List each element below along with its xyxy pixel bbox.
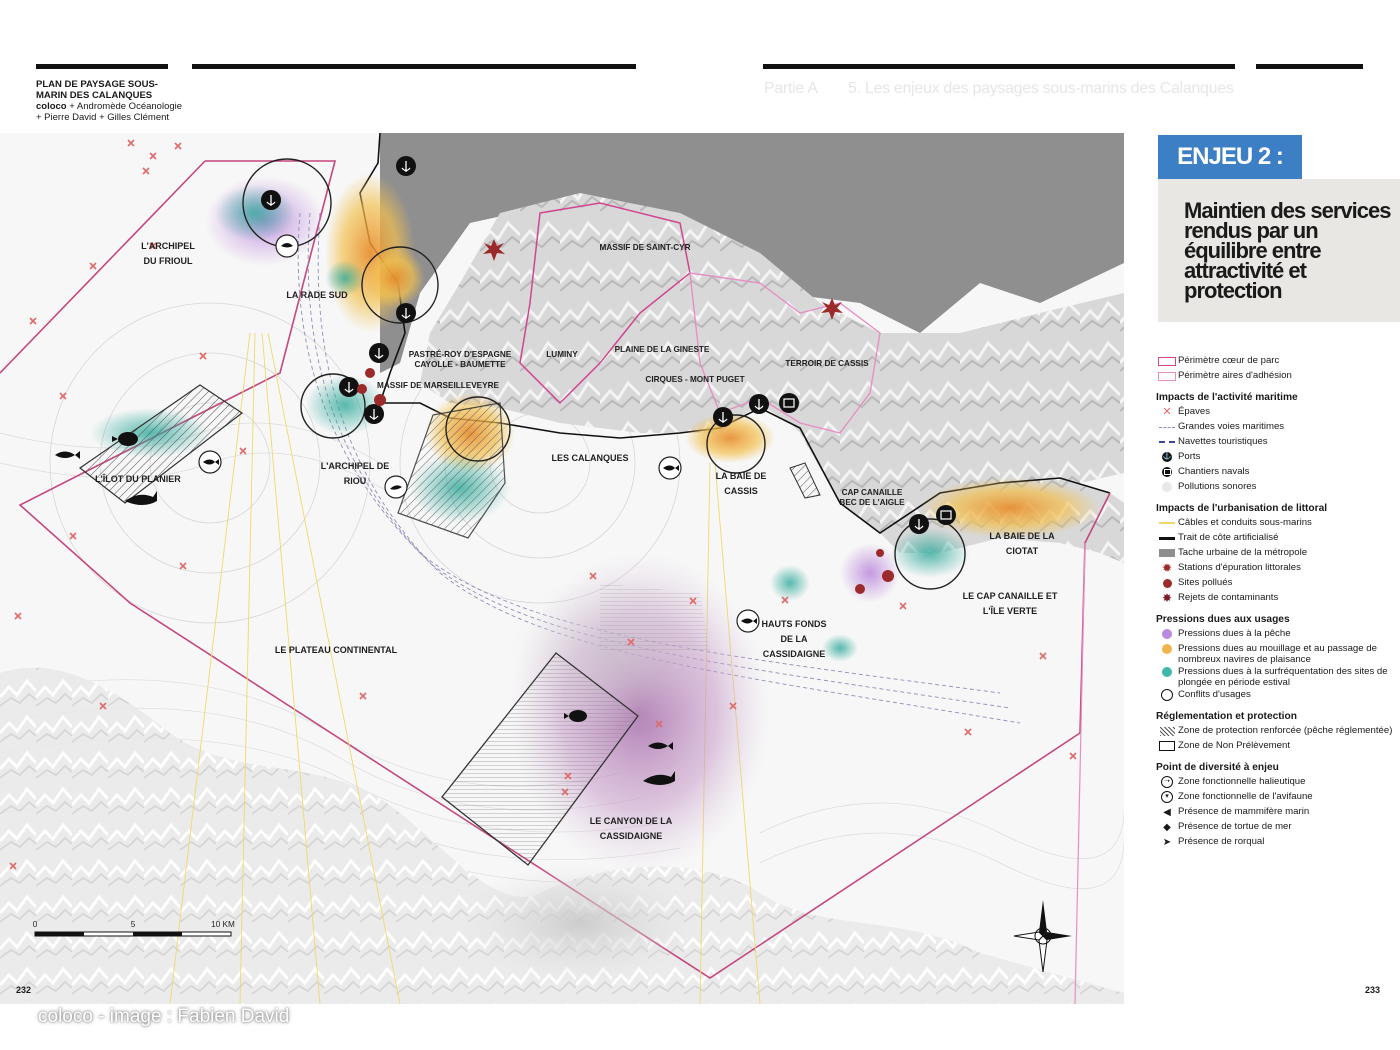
legend-item [1156,776,1396,790]
label-gineste: PLAINE DE LA GINESTE [614,345,710,354]
label-riou: L'ARCHIPEL DE RIOU [320,461,390,486]
legend-item [1156,577,1396,591]
label-frioul: L'ARCHIPEL DU FRIOUL [141,241,195,266]
no-take-zone-icon [1156,740,1178,752]
label-cap-canaille-bec: CAP CANAILLE BEC DE L'AIGLE [839,488,905,507]
section-label: Partie A [764,80,818,97]
legend-label: Épaves [1178,406,1210,417]
legend-label: Câbles et conduits sous-marins [1178,517,1312,528]
legend-label: Chantiers navals [1178,466,1250,477]
treatment-station-icon: ✹ [1161,560,1173,575]
header-rule-right-short [1256,64,1363,69]
enjeu-title: Maintien des services rendus par un équilibre entre attractivité et protection [1184,198,1391,303]
legend-label: Pressions dues à la surfréquentation des sites de plongée en période estival [1178,666,1388,688]
noise-icon [1156,481,1178,493]
legend-heading-diversity: Point de diversité à enjeu [1156,762,1279,773]
page-number-left: 232 [16,985,32,995]
cable-icon [1156,517,1178,529]
document-authors [36,101,186,123]
legend-label: Ports [1178,451,1201,462]
legend-label: Périmètre cœur de parc [1178,355,1280,366]
document-title: PLAN DE PAYSAGE SOUS-MARIN DES CALANQUES [36,79,158,101]
page-number-right: 233 [1365,985,1381,995]
shipping-lane-icon [1156,421,1178,433]
perimeter-core-swatch [1158,357,1176,366]
legend-item [1156,821,1396,835]
label-pastre: PASTRÉ-ROY D'ESPAGNE CAYOLLE - BAUMETTE [408,350,512,369]
label-mont-puget: CIRQUES - MONT PUGET [645,375,745,384]
seabed-haze [460,863,700,983]
label-luminy: LUMINY [546,350,578,359]
header-rule-right-long [763,64,1235,69]
legend-item [1156,406,1396,420]
legend-label: Présence de mammifère marin [1178,806,1310,817]
artificial-coast-icon [1156,532,1178,544]
authors-rest: + Andromède Océanologie + Pierre David + Gilles Clément [36,101,183,123]
diving-pressure-ciotat [890,528,970,578]
legend-label: Stations d'épuration littorales [1178,562,1301,573]
mooring-pressure-swatch [1156,643,1178,655]
label-baie-cassis: LA BAIE DE CASSIS [715,471,767,496]
whale-icon: ➤ [1162,836,1172,848]
enjeu-tag: ENJEU 2 : [1158,135,1302,179]
label-saint-cyr: MASSIF DE SAINT-CYR [599,243,691,252]
legend-label: Zone de protection renforcée (pêche réglementée) [1178,725,1393,736]
legend-item [1156,666,1396,688]
legend-perimeter-adhesion [1156,370,1396,384]
label-calanques: LES CALANQUES [551,453,629,463]
turtle-icon: ◆ [1163,821,1171,833]
conflict-circle-icon [1156,689,1178,701]
fishing-pressure-swatch [1156,628,1178,640]
legend-item [1156,592,1396,606]
label-canyon: LE CANYON DE LA CASSIDAIGNE [589,816,673,841]
label-baie-ciotat: LA BAIE DE LA CIOTAT [989,531,1055,556]
scale-bar [35,932,231,936]
legend-item [1156,547,1396,561]
legend-item [1156,689,1396,703]
scale-tick-0: 0 [32,920,38,929]
legend-label: Navettes touristiques [1178,436,1268,447]
header-rule-left-short [36,64,168,69]
label-marseilleveyre: MASSIF DE MARSEILLEVEYRE [377,381,499,390]
label-hauts-fonds: HAUTS FONDS DE LA CASSIDAIGNE [761,619,827,659]
image-credit: coloco - image : Fabien David [38,1006,290,1027]
authors-lead: coloco [36,101,67,112]
perimeter-adhesion-swatch [1158,372,1176,381]
legend-item [1156,725,1396,739]
legend-label: Sites pollués [1178,577,1233,588]
legend-label: Pressions dues à la pêche [1178,628,1291,639]
legend-item [1156,466,1396,480]
legend-item [1156,451,1396,465]
scale-tick-5: 5 [130,920,136,929]
legend-label: Trait de côte artificialisé [1178,532,1279,543]
legend-item [1156,481,1396,495]
label-plateau: LE PLATEAU CONTINENTAL [274,645,398,655]
legend-item [1156,562,1396,576]
legend-label: Présence de tortue de mer [1178,821,1292,832]
legend-item [1156,436,1396,450]
legend-heading-urban: Impacts de l'urbanisation de littoral [1156,503,1328,514]
legend-item [1156,836,1396,850]
legend-item [1156,740,1396,754]
legend-label: Zone fonctionnelle de l'avifaune [1178,791,1313,802]
legend-item [1156,532,1396,546]
diving-pressure-hauts-fonds [770,565,810,601]
legend-item [1156,517,1396,531]
legend-heading-pressures: Pressions dues aux usages [1156,614,1290,625]
polluted-site-icon [1156,577,1178,589]
legend-item [1156,421,1396,435]
chapter-label: 5. Les enjeux des paysages sous-marins des Calanques [848,80,1234,97]
legend-item [1156,643,1396,665]
legend-item [1156,628,1396,642]
legend-heading-regulation: Réglementation et protection [1156,711,1297,722]
legend-item [1156,806,1396,820]
map-area [0,133,1124,1004]
legend-label: Conflits d'usages [1178,689,1251,700]
urban-area-icon [1156,547,1178,559]
legend-label: Périmètre aires d'adhésion [1178,370,1292,381]
header-rule-left-long [192,64,636,69]
legend-label: Rejets de contaminants [1178,592,1279,603]
legend-label: Présence de rorqual [1178,836,1265,847]
enjeu-box [1158,179,1400,322]
legend-panel [1124,133,1400,1050]
bird-circle-icon: ▾ [1156,791,1178,803]
map-legend [1156,355,1396,851]
label-terroir-cassis: TERROIR DE CASSIS [785,359,869,368]
north-arrow-icon [1012,898,1074,974]
wreck-icon: ✕ [1162,405,1172,418]
fish-circle-icon: ➝ [1156,776,1178,788]
diving-pressure-swatch [1156,666,1178,678]
legend-item [1156,791,1396,805]
legend-label: Pressions dues au mouillage et au passage de nombreux navires de plaisance [1178,643,1377,665]
hatched-zone-icon [1156,725,1178,737]
legend-label: Pollutions sonores [1178,481,1257,492]
legend-perimeter-core [1156,355,1396,369]
legend-label: Tache urbaine de la métropole [1178,547,1308,558]
document-header [36,79,186,123]
scale-tick-10: 10 KM [211,920,235,929]
legend-label: Grandes voies maritimes [1178,421,1285,432]
label-planier: L'ÎLOT DU PLANIER [95,474,181,484]
shipyard-icon [1156,466,1178,478]
legend-label: Zone de Non Prélèvement [1178,740,1290,751]
label-cap-canaille-ile: LE CAP CANAILLE ET L'ÎLE VERTE [962,591,1058,616]
contaminant-icon: ✸ [1161,590,1173,605]
anchor-icon: ⚓ [1162,453,1172,460]
label-rade-sud: LA RADE SUD [286,290,348,300]
legend-heading-maritime: Impacts de l'activité maritime [1156,392,1298,403]
dolphin-icon: ◀ [1163,806,1171,818]
legend-label: Zone fonctionnelle halieutique [1178,776,1306,787]
protection-zone-canyon-north [600,583,710,653]
shuttle-line-icon [1156,436,1178,448]
